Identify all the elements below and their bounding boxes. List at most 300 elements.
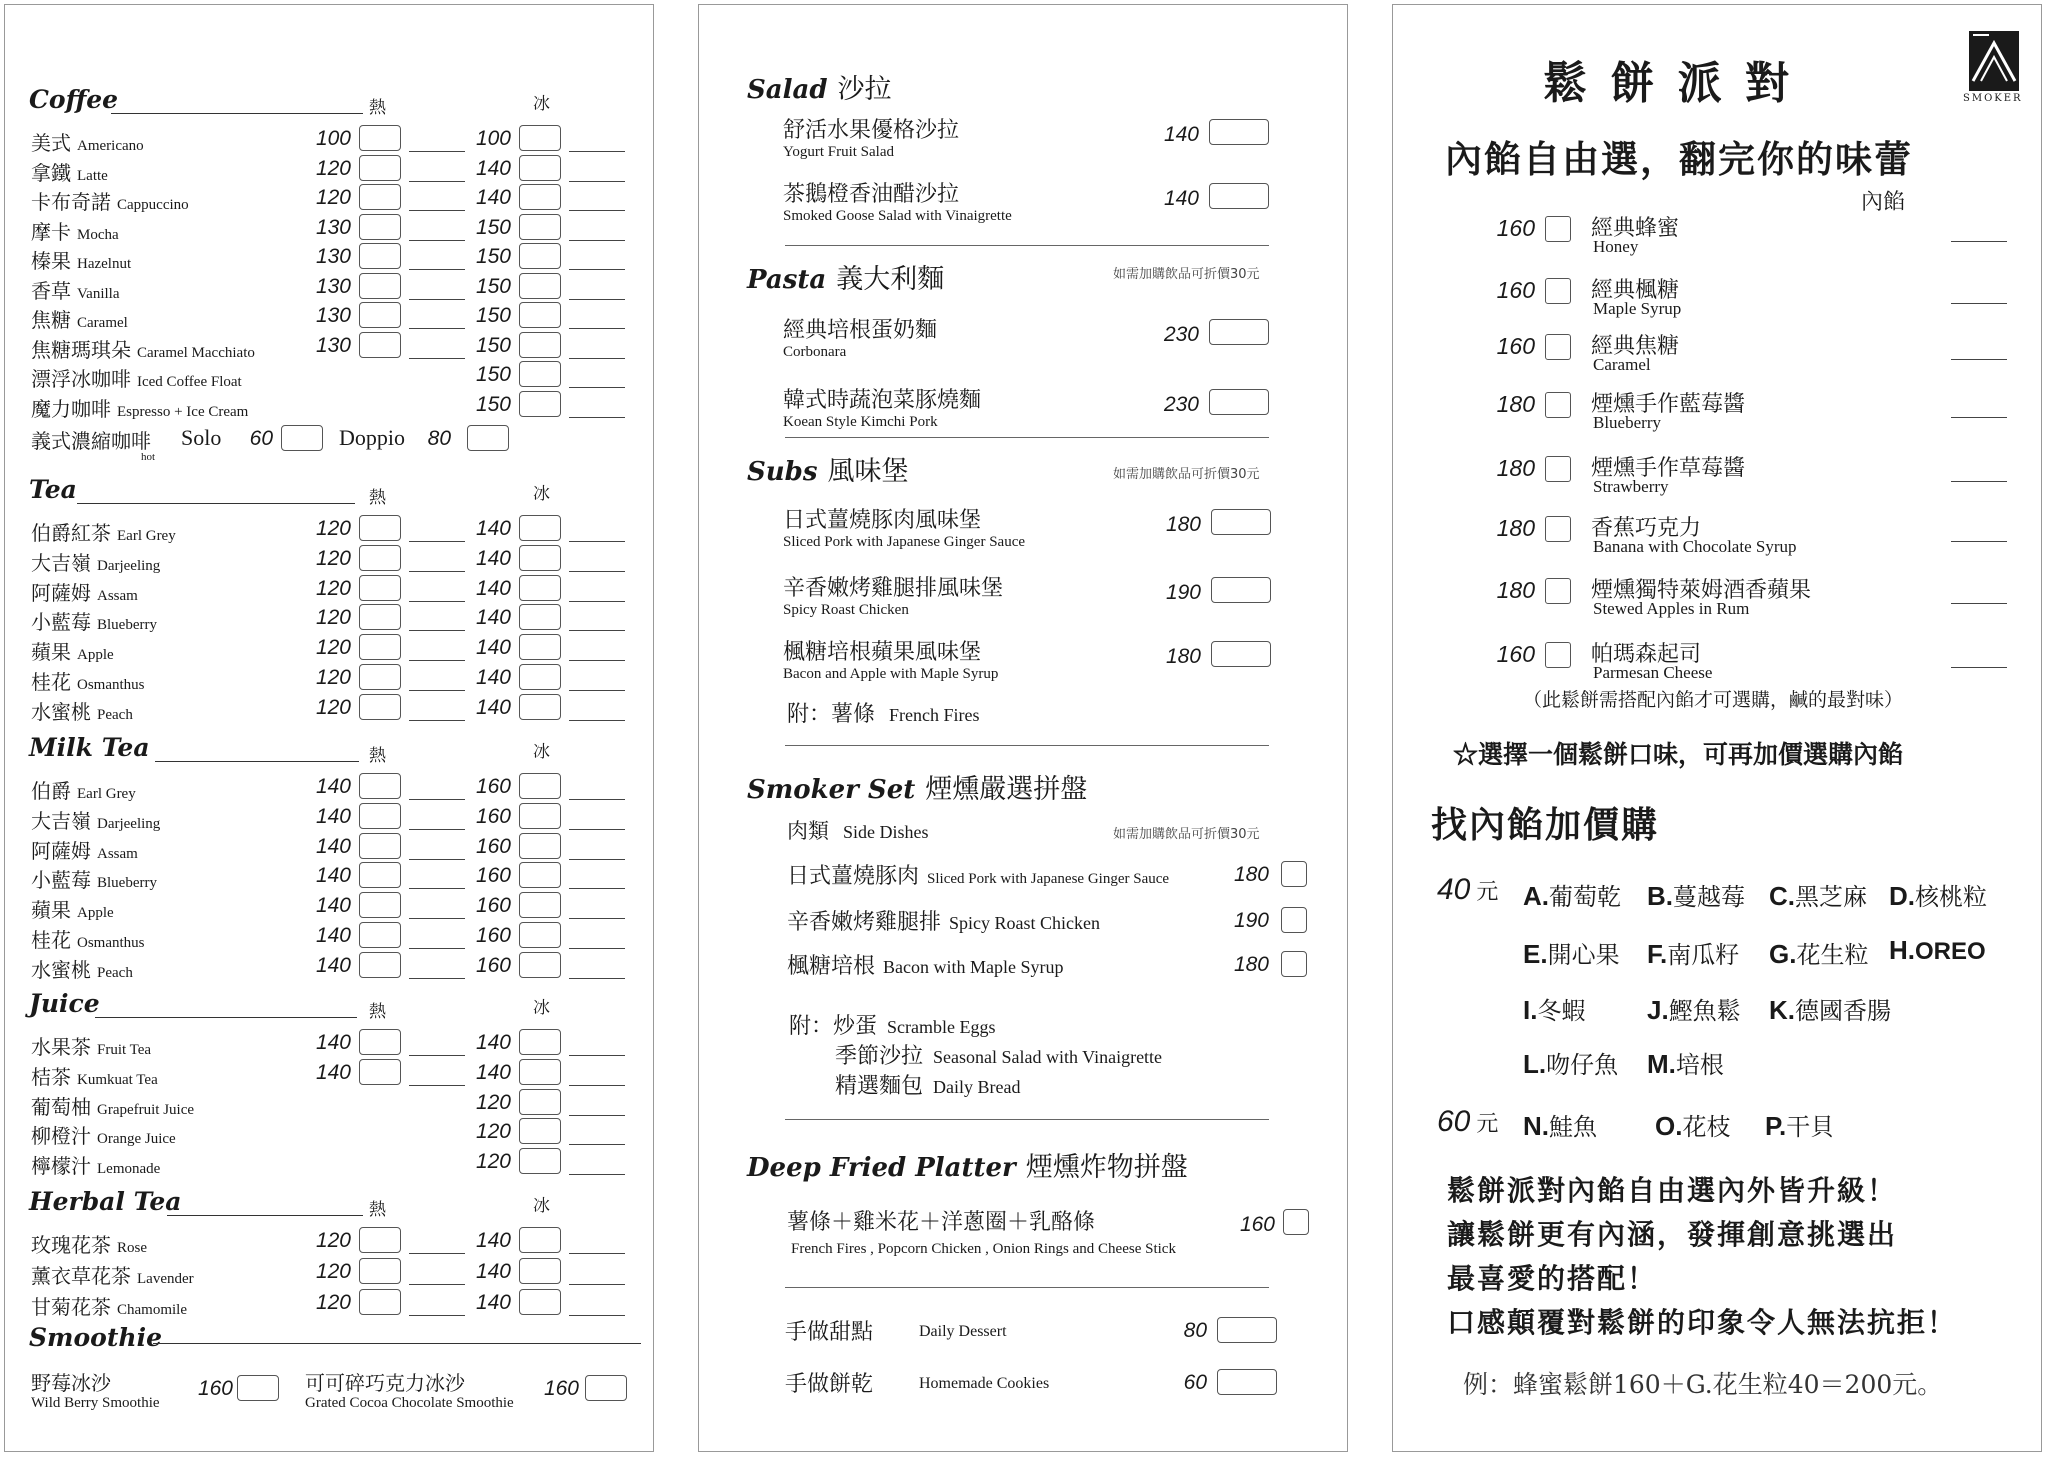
item-en: Assam [97,845,138,862]
addon-option[interactable] [1889,877,1987,912]
hot-qty-box[interactable] [359,1059,401,1085]
ice-qty-box[interactable] [519,332,561,358]
ice-price: 120 [475,1150,511,1174]
menu-row [5,694,655,722]
addon-key: P. [1765,1111,1787,1141]
hot-qty-box[interactable] [359,862,401,888]
item-name [31,805,160,834]
hot-qty-box[interactable] [359,803,401,829]
addon-option[interactable] [1523,877,1621,912]
addon-option[interactable] [1769,935,1868,970]
menu-row [5,391,655,419]
waffle-en: Stewed Apples in Rum [1593,599,1750,618]
menu-row [5,515,655,543]
item-en: Grapefruit Juice [97,1101,195,1118]
ice-price: 140 [475,636,511,660]
ice-qty-box[interactable] [519,803,561,829]
item-qty-box[interactable] [1281,907,1307,933]
item-zh: 伯爵紅茶 [31,521,111,545]
addon-option[interactable] [1647,991,1741,1026]
hot-qty-box[interactable] [359,892,401,918]
ice-qty-box[interactable] [519,833,561,859]
hot-qty-box[interactable] [359,634,401,660]
hot-qty-box[interactable] [359,1258,401,1284]
waffle-checkbox[interactable] [1545,578,1571,604]
ice-qty-box[interactable] [519,862,561,888]
waffle-en: Banana with Chocolate Syrup [1593,537,1797,556]
hot-qty-box[interactable] [359,545,401,571]
ice-qty-box[interactable] [519,664,561,690]
item-en: Caramel Macchiato [137,344,255,361]
hot-price: 140 [315,864,351,888]
item-en: Orange Juice [97,1131,176,1148]
hot-qty-line [409,358,465,359]
promo-line: 口感顛覆對鬆餅的印象令人無法抗拒！ [1447,1306,1958,1339]
item-zh: 桔茶 [31,1064,71,1089]
juice-ice-label: 冰 [533,998,550,1018]
waffle-price: 160 [1496,333,1535,359]
doppio-price: 80 [427,427,451,450]
herbal-ice-label: 冰 [533,1196,550,1216]
item-en: Yogurt Fruit Salad [783,144,894,160]
hot-price: 120 [315,695,351,719]
divider [785,245,1269,246]
ice-qty-box[interactable] [519,1258,561,1284]
smoothie-qty-box[interactable] [237,1375,279,1401]
waffle-subtitle: 內餡自由選，翻完你的味蕾 [1445,137,1913,181]
fried-price: 160 [1239,1213,1275,1236]
item-en: Peach [97,964,133,981]
juice-title: Juice [29,989,100,1018]
ice-qty-box[interactable] [519,892,561,918]
ice-price: 150 [475,392,511,416]
ice-qty-line [569,269,625,270]
menu-row [5,273,655,301]
ice-qty-box[interactable] [519,1089,561,1115]
menu-row [5,862,655,893]
ice-qty-box[interactable] [519,391,561,417]
item-en: Bacon and Apple with Maple Syrup [783,666,999,682]
ice-qty-line [569,358,625,359]
salad-title: Salad [747,75,828,105]
menu-row [5,1148,655,1179]
addon-key: K. [1769,995,1795,1025]
menu-item [783,383,981,431]
item-zh: 蘋果 [31,898,71,923]
ice-qty-box[interactable] [519,1148,561,1174]
ice-price: 160 [475,953,511,977]
addon-key: E. [1523,939,1548,969]
item-en: Espresso + Ice Cream [117,403,249,420]
menu-row [5,833,655,861]
item-zh: 魔力咖啡 [31,396,111,421]
ice-price: 140 [475,156,511,180]
waffle-zh: 經典焦糖 [1591,334,1680,359]
hot-qty-box[interactable] [359,515,401,541]
addon-value: 黑芝麻 [1795,883,1867,911]
pasta-title-zh: 義大利麵 [836,264,945,295]
item-name [31,363,242,392]
item-zh: 辛香嫩烤雞腿排風味堡 [783,576,1004,601]
addon-key: B. [1647,881,1673,911]
hot-qty-line [409,1315,465,1316]
side-en: Daily Bread [933,1077,1021,1097]
item-qty-box[interactable] [1281,861,1307,887]
smoothie-qty-box[interactable] [585,1375,627,1401]
hot-price: 140 [315,804,351,828]
waffle-panel [1392,4,2042,1452]
hot-qty-line [409,299,465,300]
addon-option[interactable] [1523,1045,1618,1080]
menu-row [5,664,655,692]
addon-option[interactable] [1647,935,1739,970]
smoothie-zh: 野莓冰沙 [31,1371,111,1395]
item-name [31,606,157,635]
hot-qty-box[interactable] [359,1029,401,1055]
item-zh: 楓糖培根 [787,954,876,979]
hot-price: 140 [315,775,351,798]
menu-row [5,155,655,183]
addon-option[interactable] [1647,1045,1724,1080]
item-zh: 小藍莓 [31,610,91,635]
item-zh: 榛果 [31,249,71,273]
filling-line [1951,603,2007,604]
menu-row [5,803,655,831]
addon-value: 吻仔魚 [1546,1051,1619,1079]
smoker-side [835,1039,1162,1070]
item-qty-box[interactable] [1209,119,1269,145]
addon-option[interactable] [1769,991,1891,1026]
fried-header [747,1145,1188,1184]
hot-qty-box[interactable] [359,243,401,269]
hot-qty-box[interactable] [359,664,401,690]
hot-price: 120 [315,186,351,209]
ice-qty-box[interactable] [519,273,561,299]
addon-option[interactable] [1523,991,1585,1026]
addon-value: 花枝 [1682,1113,1731,1141]
addon-value: 蔓越莓 [1673,883,1745,911]
hot-qty-box[interactable] [359,332,401,358]
ice-qty-box[interactable] [519,515,561,541]
divider [785,1287,1269,1288]
doppio-qty-box[interactable] [467,425,509,451]
smoothie-title: Smoothie [29,1323,162,1352]
item-name [31,1291,187,1320]
hot-qty-box[interactable] [359,604,401,630]
ice-qty-line [569,720,625,721]
item-name [31,577,138,606]
side-en: Seasonal Salad with Vinaigrette [933,1047,1163,1067]
item-qty-box[interactable] [1211,641,1271,667]
waffle-price: 180 [1496,577,1535,603]
divider [785,745,1269,746]
ice-qty-line [569,799,625,800]
item-qty-box[interactable] [1281,951,1307,977]
drinks-panel [4,4,654,1452]
waffle-row [1481,213,2021,257]
smoker-header [747,767,1087,806]
dessert-qty-box[interactable] [1217,1317,1277,1343]
espresso-sub: hot [141,451,156,463]
smoothie-price: 160 [197,1377,233,1400]
addon-title: 找內餡加價購 [1431,804,1660,846]
hot-qty-line [409,978,465,979]
ice-qty-box[interactable] [519,1227,561,1253]
divider [785,437,1269,438]
item-zh: 水果茶 [31,1035,91,1059]
ice-qty-box[interactable] [519,1118,561,1144]
addon-option[interactable] [1523,1107,1597,1142]
item-en: Hazelnut [77,256,132,272]
item-qty-box[interactable] [1209,319,1269,345]
item-qty-box[interactable] [1209,389,1269,415]
dessert-zh: 手做餅乾 [785,1372,874,1397]
ice-qty-line [569,387,625,388]
addon-option[interactable] [1765,1107,1834,1142]
item-zh: 水蜜桃 [31,699,91,724]
ice-qty-box[interactable] [519,361,561,387]
smoothie-en: Grated Cocoa Chocolate Smoothie [305,1395,514,1411]
hot-price: 120 [315,576,351,600]
item-en: Darjeeling [97,557,161,574]
ice-qty-line [569,240,625,241]
ice-qty-box[interactable] [519,184,561,210]
solo-qty-box[interactable] [281,425,323,451]
promo-line: 鬆餅派對內餡自由選內外皆升級！ [1447,1174,1898,1207]
side-zh: 附：薯條 [787,702,876,727]
item-price: 190 [1165,581,1201,604]
menu-row [5,575,655,603]
ice-price: 140 [475,186,511,209]
ice-qty-box[interactable] [519,545,561,571]
waffle-en: Honey [1593,237,1639,256]
ice-qty-line [569,660,625,661]
waffle-en: Caramel [1593,355,1651,374]
item-name [31,186,189,215]
item-price: 190 [1233,909,1269,932]
hot-qty-line [409,1284,465,1285]
coffee-ice-label: 冰 [533,94,550,114]
filling-line [1951,541,2007,542]
ice-price: 140 [475,1260,511,1283]
smoker-sub [787,815,929,845]
item-en: Earl Grey [77,786,136,802]
hot-price: 100 [315,127,351,150]
menu-row [5,773,655,801]
espresso-row [5,423,655,463]
hot-qty-box[interactable] [359,922,401,948]
ice-qty-line [569,1174,625,1175]
waffle-checkbox[interactable] [1545,334,1571,360]
smoker-item [787,949,1064,980]
addon-value: 德國香腸 [1795,997,1891,1025]
addon-option[interactable] [1647,877,1745,912]
tea-rule [77,503,355,504]
waffle-price: 160 [1496,277,1535,303]
waffle-checkbox[interactable] [1545,392,1571,418]
tea-ice-label: 冰 [533,484,550,504]
waffle-checkbox[interactable] [1545,278,1571,304]
hot-qty-line [409,601,465,602]
waffle-checkbox[interactable] [1545,456,1571,482]
hot-qty-box[interactable] [359,1227,401,1253]
side-en: Scramble Eggs [887,1017,996,1037]
ice-qty-line [569,978,625,979]
ice-qty-box[interactable] [519,214,561,240]
item-price: 180 [1165,645,1201,668]
item-en: Koean Style Kimchi Pork [783,414,938,430]
ice-qty-box[interactable] [519,155,561,181]
ice-qty-box[interactable] [519,125,561,151]
ice-price: 140 [475,695,511,719]
hot-qty-box[interactable] [359,184,401,210]
ice-price: 160 [475,804,511,828]
ice-price: 160 [475,924,511,947]
ice-qty-box[interactable] [519,773,561,799]
item-qty-box[interactable] [1209,183,1269,209]
tier-40: 40 元 [1437,873,1499,906]
ice-qty-box[interactable] [519,922,561,948]
item-zh: 經典培根蛋奶麵 [783,318,938,343]
menu-item [783,635,998,683]
item-en: Chamomile [117,1302,187,1318]
dessert-price: 60 [1183,1371,1207,1394]
waffle-row [1481,331,2021,375]
addon-value: 葡萄乾 [1549,883,1621,911]
dessert-zh: 手做甜點 [785,1320,874,1345]
item-zh: 拿鐵 [31,160,71,185]
hot-price: 120 [315,1291,351,1314]
smoothie-rule [153,1343,641,1344]
hot-qty-box[interactable] [359,952,401,978]
coffee-rule [111,113,363,114]
ice-qty-box[interactable] [519,694,561,720]
ice-qty-box[interactable] [519,243,561,269]
ice-qty-line [569,571,625,572]
menu-item [783,177,1012,225]
dessert-qty-box[interactable] [1217,1369,1277,1395]
waffle-checkbox[interactable] [1545,516,1571,542]
fried-item-en: French Fires , Popcorn Chicken , Onion Rings and Cheese Stick [791,1241,1176,1257]
item-price: 230 [1163,393,1199,416]
hot-qty-box[interactable] [359,214,401,240]
item-en: Peach [97,706,133,723]
menu-item [783,313,937,361]
item-qty-box[interactable] [1211,509,1271,535]
item-en: Iced Coffee Float [137,374,242,390]
item-en: Spicy Roast Chicken [949,913,1101,933]
addon-value: 鮭魚 [1549,1113,1597,1141]
ice-qty-box[interactable] [519,1029,561,1055]
ice-qty-box[interactable] [519,604,561,630]
addon-value: 花生粒 [1796,941,1869,969]
promo-line: 讓鬆餅更有內涵，發揮創意挑選出 [1447,1218,1898,1251]
ice-qty-box[interactable] [519,634,561,660]
ice-price: 120 [475,1120,511,1144]
hot-qty-box[interactable] [359,302,401,328]
hot-qty-box[interactable] [359,1289,401,1315]
item-en: Osmanthus [77,935,145,951]
hot-qty-line [409,151,465,152]
waffle-row [1481,389,2021,433]
ice-price: 150 [475,245,511,268]
hot-qty-box[interactable] [359,273,401,299]
item-qty-box[interactable] [1211,577,1271,603]
ice-qty-box[interactable] [519,302,561,328]
subs-title-zh: 風味堡 [827,456,909,487]
item-zh: 小藍莓 [31,868,91,893]
addon-option[interactable] [1769,877,1867,912]
hot-qty-box[interactable] [359,155,401,181]
menu-row [5,332,655,360]
item-zh: 卡布奇諾 [31,190,111,214]
waffle-checkbox[interactable] [1545,642,1571,668]
waffle-price: 180 [1496,455,1535,481]
item-price: 140 [1163,187,1199,210]
ice-qty-box[interactable] [519,952,561,978]
hot-qty-box[interactable] [359,575,401,601]
addon-option[interactable] [1889,935,1986,966]
smoker-sub-en: Side Dishes [843,822,929,842]
item-name [31,636,114,665]
addon-value: 鰹魚鬆 [1668,997,1741,1025]
item-name [31,1150,160,1179]
herbal-hot-label: 熱 [369,1200,386,1220]
menu-row [5,604,655,635]
subs-title: Subs [747,457,818,487]
menu-row [5,952,655,980]
item-en: Cappuccino [117,197,189,213]
subs-header [747,449,909,488]
addon-value: 培根 [1675,1051,1724,1079]
ice-qty-box[interactable] [519,575,561,601]
item-zh: 薰衣草花茶 [31,1264,131,1288]
ice-qty-line [569,417,625,418]
filling-line [1951,481,2007,482]
addon-value: 干貝 [1786,1113,1835,1141]
item-en: Sliced Pork with Japanese Ginger Sauce [783,534,1026,550]
addon-option[interactable] [1655,1107,1730,1142]
item-name [31,1260,194,1289]
smoker-side [835,1069,1020,1100]
ice-qty-line [569,630,625,631]
addon-option[interactable] [1523,935,1620,970]
fried-qty-box[interactable] [1283,1209,1309,1235]
waffle-en: Strawberry [1593,477,1669,496]
side-zh: 精選麵包 [835,1074,924,1099]
item-price: 180 [1233,863,1269,886]
menu-row [5,125,655,153]
hot-price: 140 [315,924,351,947]
menu-item [783,571,1003,619]
ice-qty-box[interactable] [519,1289,561,1315]
solo-price: 60 [249,427,273,450]
item-zh: 桂花 [31,670,71,694]
milktea-rule [155,761,359,762]
hot-qty-box[interactable] [359,833,401,859]
hot-qty-box[interactable] [359,773,401,799]
hot-qty-box[interactable] [359,694,401,720]
addon-value: 核桃粒 [1915,883,1987,911]
hot-price: 120 [315,156,351,180]
waffle-checkbox[interactable] [1545,216,1571,242]
ice-price: 160 [475,864,511,888]
item-en: Corbonara [783,344,847,360]
item-zh: 焦糖瑪琪朵 [31,337,131,362]
hot-qty-line [409,571,465,572]
ice-qty-box[interactable] [519,1059,561,1085]
hot-qty-box[interactable] [359,125,401,151]
